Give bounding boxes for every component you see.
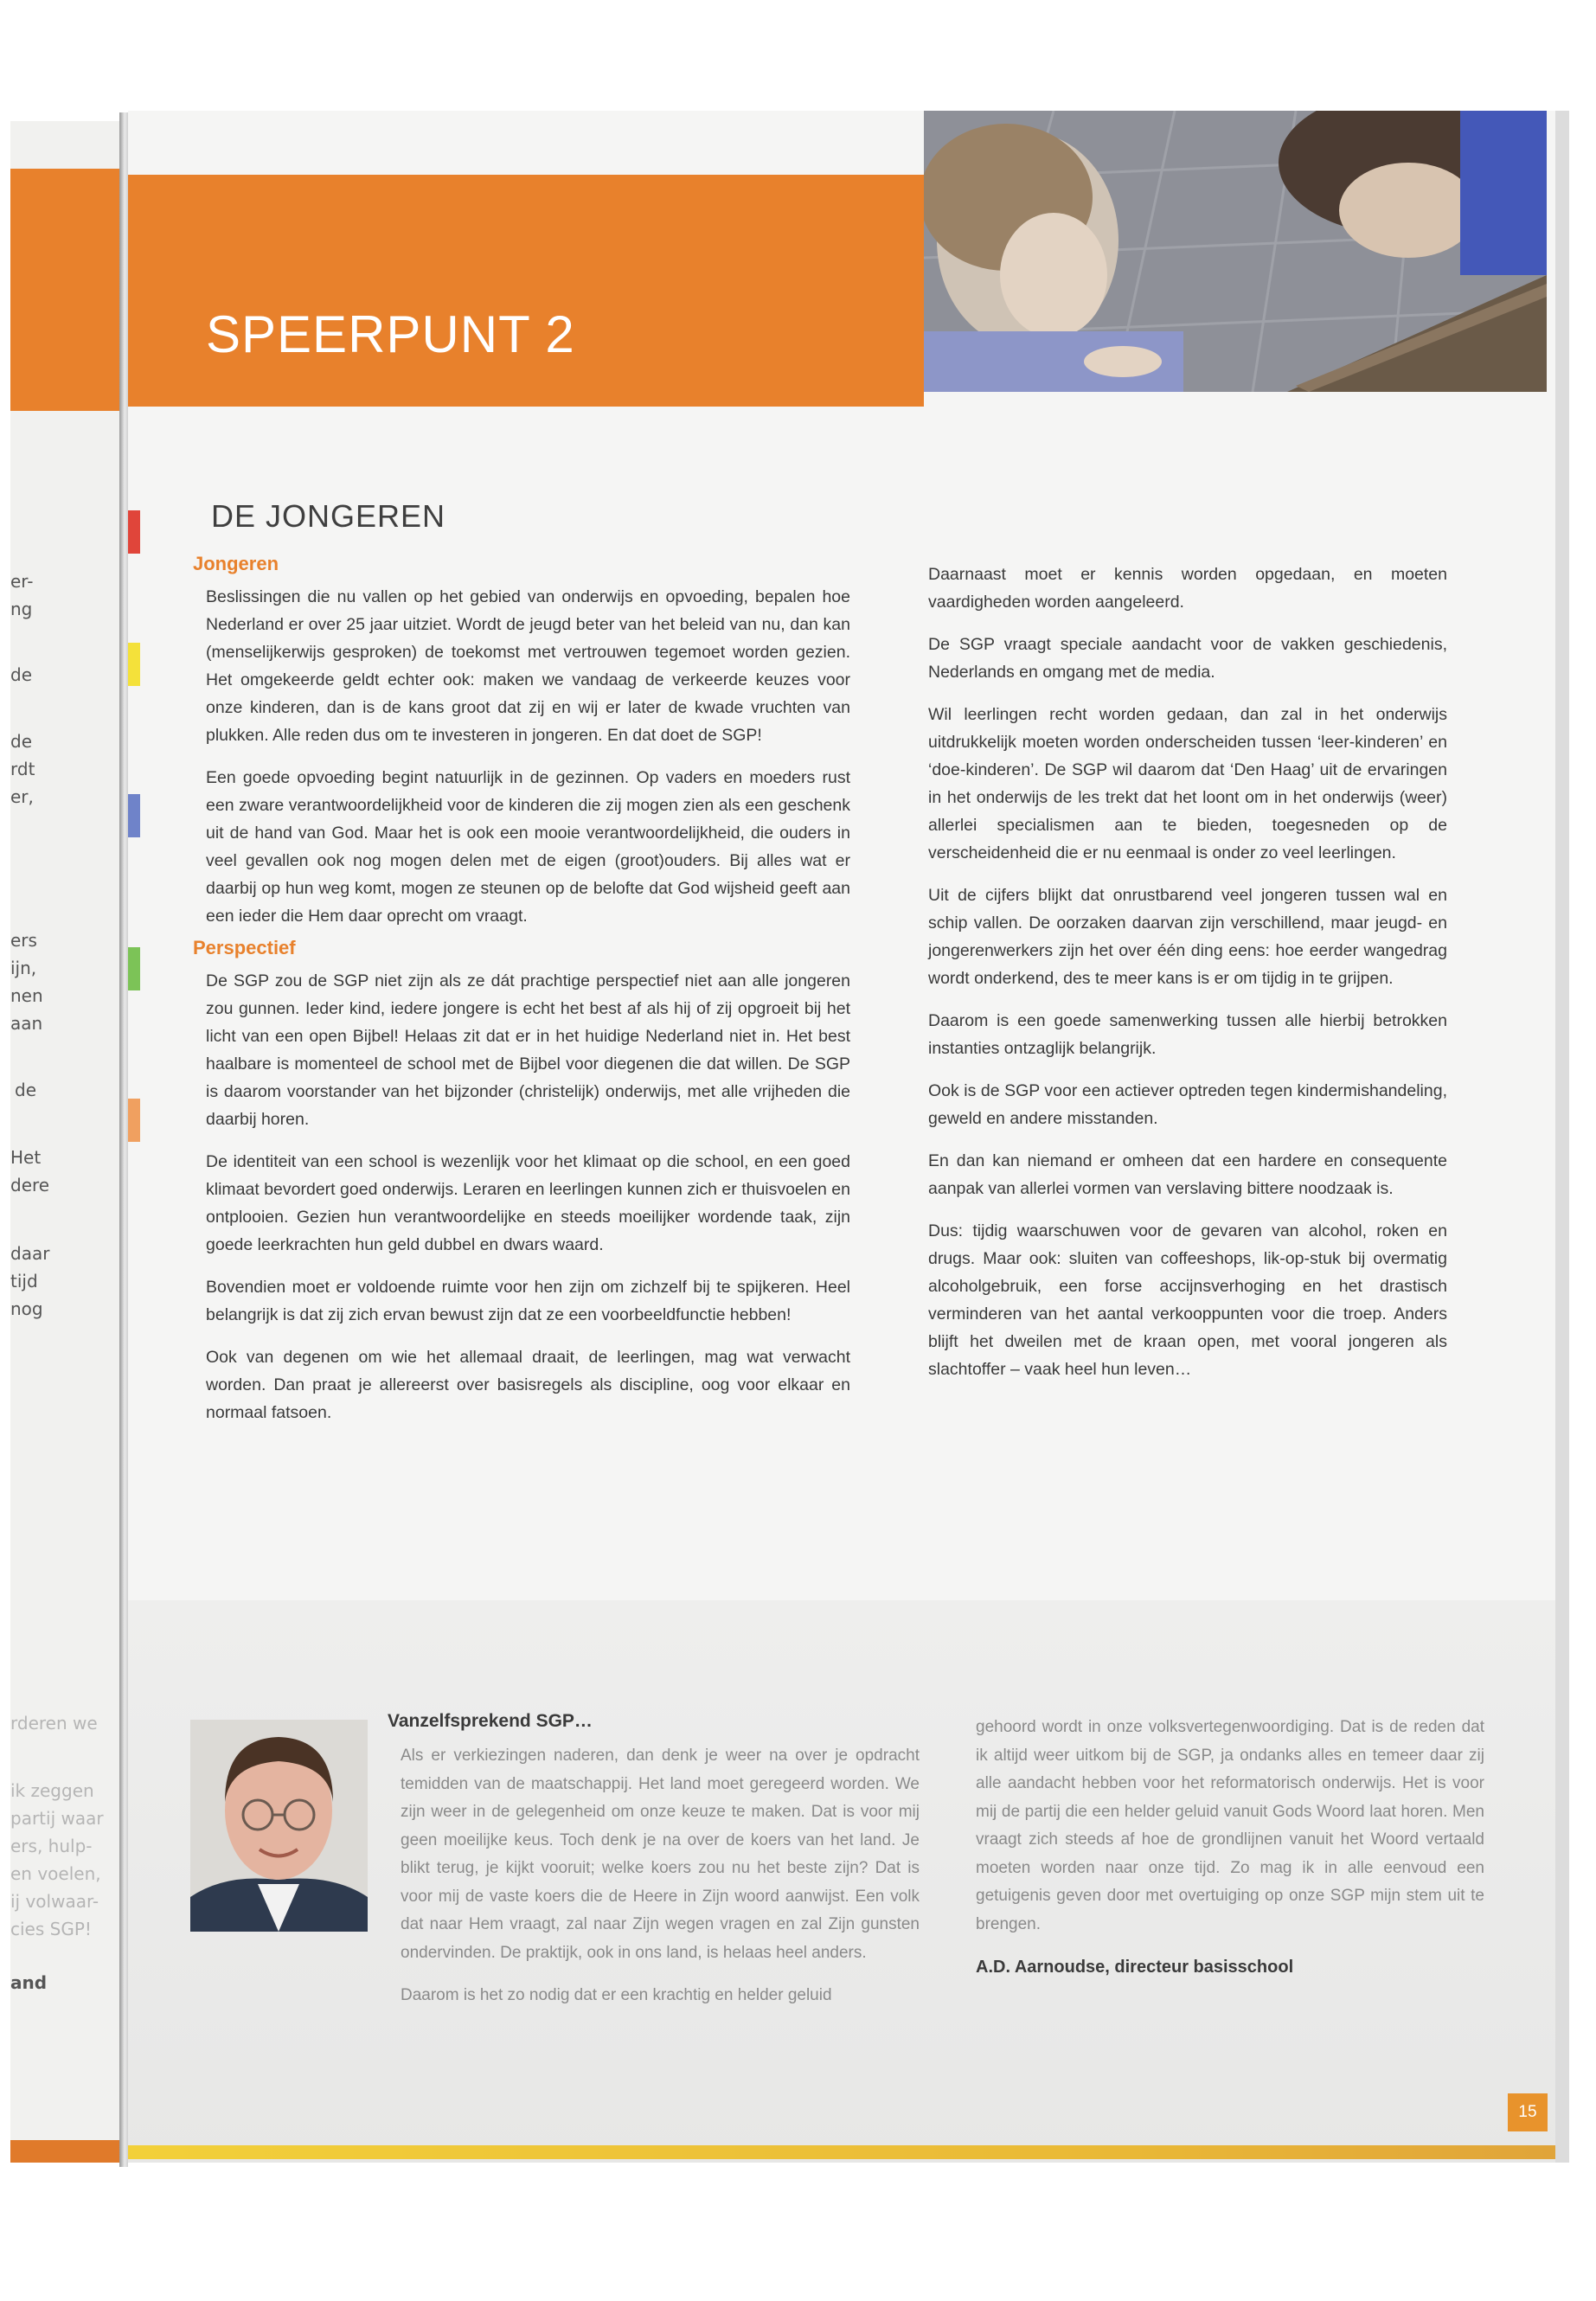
- page-bottom-bar: [128, 2145, 1555, 2159]
- paragraph: De identiteit van een school is wezenlijk voor het klimaat op die school, en een goed klimaat bevordert goed onderwijs. Leraren en leerlingen kunnen zich er thuisvoelen en ontplooien. Gezien hun verantwoordelijke en steeds moeilijker wordende taak, zijn goede leerkrachten hun geld dubbel en dwars waard.: [206, 1152, 850, 1254]
- portrait-photo: [190, 1720, 368, 1932]
- paragraph: De SGP vraagt speciale aandacht voor de vakken geschiedenis, Nederlands en omgang met de media.: [928, 635, 1447, 682]
- text-fragment: nen: [10, 985, 43, 1006]
- paragraph: Een goede opvoeding begint natuurlijk in de gezinnen. Op vaders en moeders rust een zware verantwoordelijkheid voor de kinderen die zij mogen zien als een geschenk uit de hand van God. Maar het is ook een mooie verantwoordelijkheid, die ouders in veel gevallen ook nog mogen delen met de eigen (groot)ouders. Bij alles wat er daarbij op hun weg komt, mogen ze steunen op de belofte dat God wijsheid geeft aan een ieder die Hem daar oprecht om vraagt.: [206, 768, 850, 926]
- margin-tab-orange: [128, 1099, 140, 1142]
- text-fragment: en voelen,: [10, 1863, 101, 1884]
- previous-page-orange-band: [10, 169, 121, 411]
- banner-title: SPEERPUNT 2: [206, 305, 575, 363]
- paragraph: Beslissingen die nu vallen op het gebied van onderwijs en opvoeding, bepalen hoe Nederland er over 25 jaar uitziet. Wordt de jeugd beter van het beleid van nu, dan kan (menselijkerwijs gesproken) de toekomst met vertrouwen tegemoet worden gezien. Het omgekeerde geldt echter ook: maken we vandaag de verkeerde keuzes voor onze kinderen, dan is de kans groot dat zij en wij er later de kwade vruchten van plukken. Alle reden dus om te investeren in jongeren. En dat doet de SGP!: [206, 587, 850, 745]
- paragraph: Daarom is een goede samenwerking tussen alle hierbij betrokken instanties ontzaglijk belangrijk.: [928, 1011, 1447, 1058]
- section-heading: DE JONGEREN: [211, 498, 446, 534]
- text-fragment: ij volwaar-: [10, 1891, 99, 1912]
- text-fragment: partij waar: [10, 1808, 104, 1829]
- paragraph: Als er verkiezingen naderen, dan denk je weer na over je opdracht temidden van de maatschappij. Het land moet geregeerd worden. We zijn weer in de gelegenheid om onze keuze te maken. Dat is voor mij geen moeilijke keus. Toch denk je na over de koers van het land. Je blikt terug, je kijkt vooruit; welke koers zou nu het beste zijn? Dat is voor mij de vaste koers die de Heere in Zijn woord aanwijst. Een volk dat naar Hem vraagt, zal naar Zijn wegen vragen en zal Zijn gunsten ondervinden. De praktijk, ook in ons land, is helaas heel anders.: [401, 1747, 920, 1962]
- text-fragment: de: [15, 1080, 36, 1100]
- text-fragment: and: [10, 1972, 48, 1993]
- text-fragment: tijd: [10, 1271, 38, 1292]
- text-fragment: rdt: [10, 759, 35, 779]
- text-fragment: er-: [10, 571, 34, 592]
- paragraph: Daarnaast moet er kennis worden opgedaan, en moeten vaardigheden worden aangeleerd.: [928, 565, 1447, 612]
- interview-title: Vanzelfsprekend SGP…: [388, 1711, 593, 1731]
- header-banner: [128, 175, 924, 407]
- text-fragment: ng: [10, 599, 33, 619]
- page-edge: [1555, 111, 1569, 2163]
- page-number: 15: [1508, 2093, 1548, 2131]
- book-spine: [119, 112, 128, 2167]
- text-fragment: aan: [10, 1013, 43, 1034]
- margin-tab-blue: [128, 794, 140, 837]
- text-fragment: ers, hulp-: [10, 1836, 93, 1856]
- previous-page-bottom-bar: [10, 2140, 121, 2163]
- text-fragment: de: [10, 731, 32, 752]
- interview-left-column: [401, 1742, 920, 2025]
- right-column: [928, 561, 1447, 1398]
- signature: A.D. Aarnoudse, directeur basisschool: [976, 1958, 1294, 1977]
- paragraph: Bovendien moet er voldoende ruimte voor hen zijn om zichzelf bij te spijkeren. Heel belangrijk is dat zij zich ervan bewust zijn dat ze een voorbeeldfunctie hebben!: [206, 1278, 850, 1324]
- text-fragment: Het: [10, 1147, 42, 1168]
- margin-tab-red: [128, 510, 140, 554]
- header-photo: [924, 111, 1547, 392]
- portrait-illustration: [190, 1720, 368, 1932]
- left-column: [193, 553, 850, 1441]
- paragraph: Daarom is het zo nodig dat er een krachtig en helder geluid: [401, 1986, 832, 2004]
- text-fragment: er,: [10, 786, 34, 807]
- paragraph: Wil leerlingen recht worden gedaan, dan zal in het onderwijs uitdrukkelijk moeten worden onderscheiden tussen ‘leer-kinderen’ en ‘doe-kinderen’. De SGP wil daarom dat ‘Den Haag’ uit de ervaringen in het onderwijs de les trekt dat het loont om in het onderwijs (weer) allerlei specialismen aan te bieden, toegesneden op de verscheidenheid die er nu eenmaal is onder zo veel leerlingen.: [928, 705, 1447, 862]
- text-fragment: daar: [10, 1243, 50, 1264]
- subheading-perspectief: Perspectief: [193, 937, 296, 958]
- subheading-jongeren: Jongeren: [193, 553, 279, 574]
- magazine-page: [128, 111, 1555, 2163]
- text-fragment: ijn,: [10, 958, 37, 978]
- previous-page-edge: [10, 121, 121, 2163]
- paragraph: En dan kan niemand er omheen dat een hardere en consequente aanpak van allerlei vormen van verslaving bittere noodzaak is.: [928, 1151, 1447, 1198]
- text-fragment: ik zeggen: [10, 1780, 94, 1801]
- paragraph: gehoord wordt in onze volksvertegenwoordiging. Dat is de reden dat ik altijd weer uitkom bij de SGP, ja ondanks alles en temeer daar zij alle aandacht hebben voor het reformatorisch onderwijs. Het is voor mij de partij die een helder geluid vanuit Gods Woord laat horen. Men vraagt zich steeds af hoe de grondlijnen vanuit het Woord vertaald moeten worden naar onze tijd. Zo mag ik in alle eenvoud een getuigenis geven door met overtuiging op onze SGP mijn stem uit te brengen.: [976, 1718, 1484, 1933]
- children-photo-illustration: [924, 111, 1547, 392]
- text-fragment: rderen we: [10, 1713, 98, 1734]
- paragraph: Ook is de SGP voor een actiever optreden tegen kindermishandeling, geweld en andere misstanden.: [928, 1081, 1447, 1128]
- paragraph: Dus: tijdig waarschuwen voor de gevaren van alcohol, roken en drugs. Maar ook: sluiten van coffeeshops, lik-op-stuk bij overmatig alcoholgebruik, een forse accijnsverhoging en het drastisch verminderen van het aantal verkooppunten voor die troep. Anders blijft het dweilen met de kraan open, met vooral jongeren als slachtoffer – vaak heel hun leven…: [928, 1221, 1447, 1379]
- text-fragment: cies SGP!: [10, 1919, 92, 1939]
- margin-tab-yellow: [128, 643, 140, 686]
- interview-right-column: [976, 1714, 1484, 1997]
- text-fragment: de: [10, 664, 32, 685]
- paragraph: Ook van degenen om wie het allemaal draait, de leerlingen, mag wat verwacht worden. Dan praat je allereerst over basisregels als discipline, oog voor elkaar en normaal fatsoen.: [206, 1348, 850, 1422]
- text-fragment: nog: [10, 1298, 43, 1319]
- paragraph: Uit de cijfers blijkt dat onrustbarend veel jongeren tussen wal en schip vallen. De oorzaken daarvan zijn verschillend, maar jeugd- en jongerenwerkers zijn het over één ding eens: hoe eerder wangedrag wordt onderkend, des te meer kans is er om tijdig in te grijpen.: [928, 886, 1447, 988]
- margin-tab-green: [128, 947, 140, 990]
- paragraph: De SGP zou de SGP niet zijn als ze dát prachtige perspectief niet aan alle jongeren zou gunnen. Ieder kind, iedere jongere is echt het best af als hij of zij opgroeit bij het licht van een open Bijbel! Helaas zit dat er in het huidige Nederland niet in. Het best haalbare is momenteel de school met de Bijbel voor diegenen die dat willen. De SGP is daarom voorstander van het bijzonder (christelijk) onderwijs, met alle vrijheden die daarbij horen.: [206, 971, 850, 1129]
- text-fragment: dere: [10, 1175, 50, 1195]
- text-fragment: ers: [10, 930, 37, 951]
